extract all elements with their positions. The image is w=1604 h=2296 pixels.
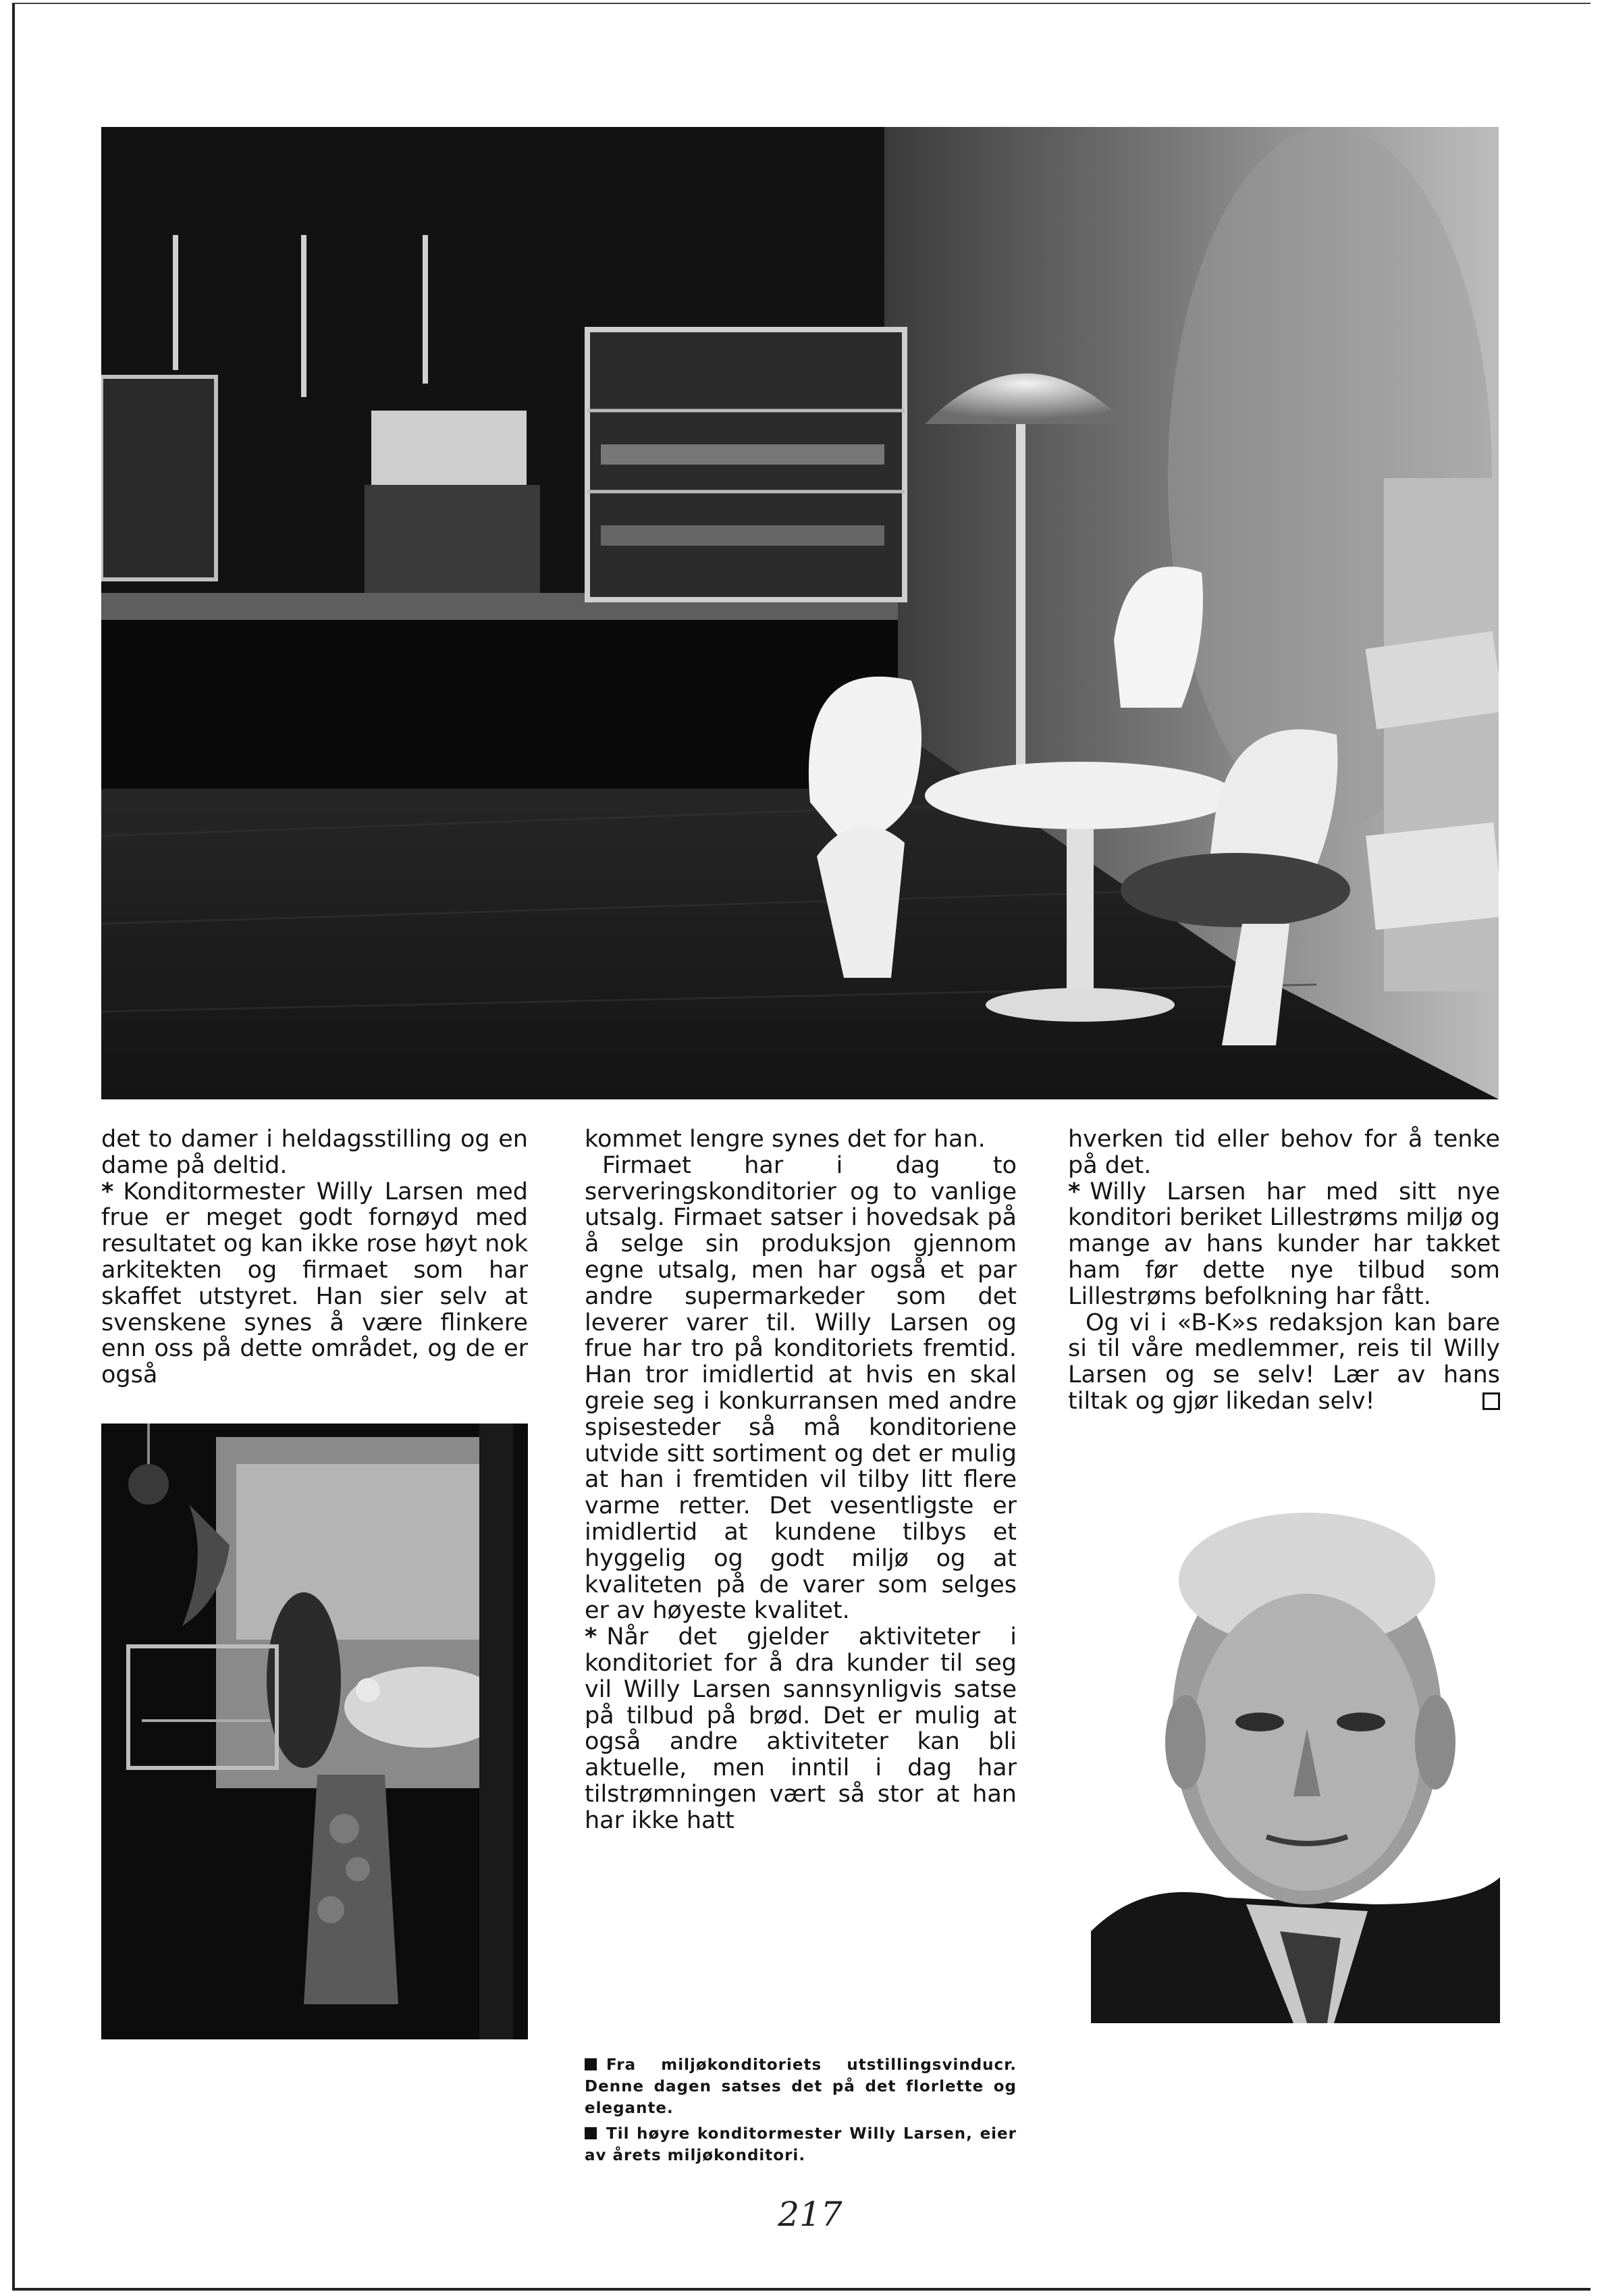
square-bullet-icon	[585, 2127, 597, 2139]
photo-caption	[585, 2054, 1017, 2119]
portrait-photo	[1091, 1499, 1500, 2023]
paragraph: det to damer i heldagsstilling og en dame på deltid.	[101, 1126, 528, 1179]
paragraph: Willy Larsen har med sitt nye konditori beriket Lillestrøms miljø og mange av hans kunder har takket ham før dette nye tilbud som Lillestrøms befolkning har fått.	[1068, 1178, 1500, 1310]
photo-caption	[585, 2123, 1017, 2166]
asterisk-bullet: *	[101, 1178, 114, 1205]
paragraph: Og vi i «B-K»s redaksjon kan bare si til våre medlemmer, reis til Willy Larsen og se selv! Lær av hans tiltak og gjør likedan selv!	[1068, 1309, 1500, 1415]
paragraph: Firmaet har i dag to serveringskonditorier og to vanlige utsalg. Firmaet satser i hovedsak på å selge sin produksjon gjennom egne utsalg, men har også et par andre supermarkeder som det leverer varer til. Willy Larsen og frue har tro på konditoriets fremtid. Han tror imidlertid at hvis en skal greie seg i konkurransen med andre spisesteder så må konditoriene utvide sitt sortiment og det er mulig at han i fremtiden vil tilby litt flere varme retter. Det vesentligste er imidlertid at kundene tilbys et hyggelig og godt miljø og at kvaliteten på de varer som selges er av høyeste kvalitet.	[585, 1151, 1017, 1625]
paragraph: hverken tid eller behov for å tenke på det.	[1068, 1126, 1500, 1179]
paragraph: kommet lengre synes det for han.	[585, 1126, 986, 1153]
end-of-article-box-icon	[1482, 1392, 1500, 1410]
shop-window-photo	[101, 1424, 528, 2039]
cafe-interior-photo	[101, 127, 1499, 1099]
caption-text: Fra miljøkonditoriets utstillingsvinducr. Denne dagen satses det på det florlette og elegante.	[585, 2056, 1017, 2117]
article-column-1	[101, 1126, 528, 1388]
article-column-2	[585, 1126, 1017, 1834]
article-column-3	[1068, 1126, 1500, 1415]
paragraph: Når det gjelder aktiviteter i konditoriet for å dra kunder til seg vil Willy Larsen sannsynligvis satse på tilbud på brød. Det er mulig at også andre aktiviteter kan bli aktuelle, men inntil i dag har tilstrømningen vært så stor at han har ikke hatt	[585, 1623, 1017, 1834]
page-number: 217	[778, 2195, 843, 2234]
paragraph: Konditormester Willy Larsen med frue er meget godt fornøyd med resultatet og kan ikke rose høyt nok arkitekten og firmaet som har skaffet utstyret. Han sier selv at svenskene synes å være flinkere enn oss på dette området, og de er også	[101, 1178, 528, 1389]
square-bullet-icon	[585, 2058, 597, 2070]
asterisk-bullet: *	[585, 1623, 597, 1651]
caption-text: Til høyre konditormester Willy Larsen, eier av årets miljøkonditori.	[585, 2125, 1017, 2164]
asterisk-bullet: *	[1068, 1178, 1081, 1205]
